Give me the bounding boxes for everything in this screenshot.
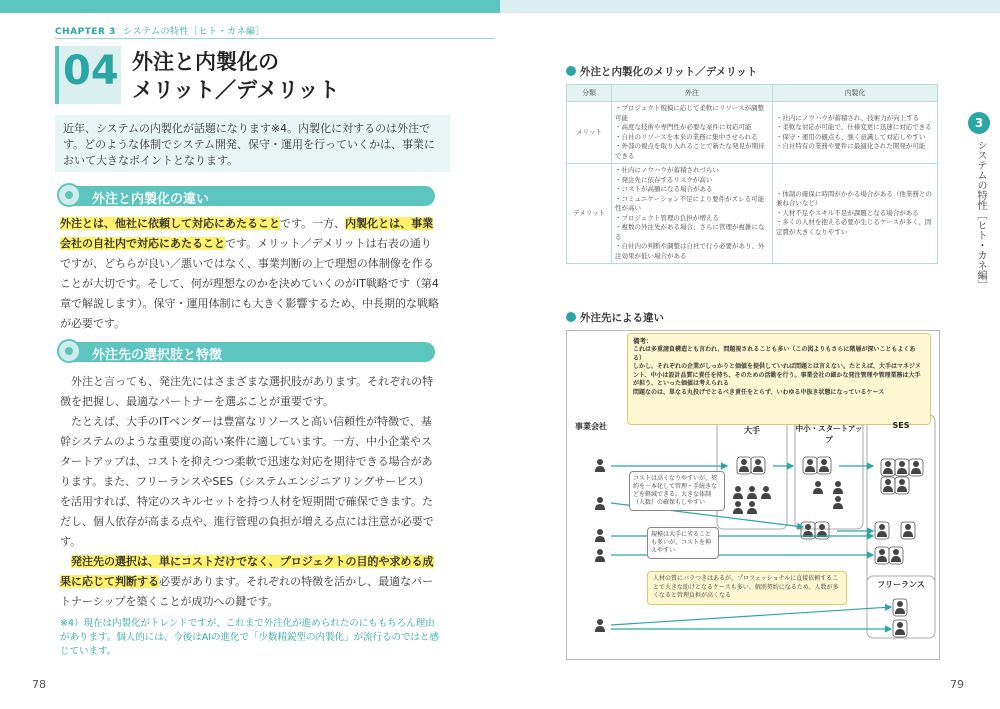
callout-large: コストは高くなりやすいが、契約を一本化して管理・手続きなどを軽減できる。大きな体制（人数）の確保もしやすい xyxy=(629,471,725,511)
person-icon xyxy=(901,522,915,539)
remark-note-title: 備考： xyxy=(633,337,653,345)
table-row-demerit xyxy=(567,164,938,264)
person-icon xyxy=(747,486,757,499)
person-icon xyxy=(909,459,923,476)
demerit-outsourcing-item: ・社内にノウハウが蓄積されづらい xyxy=(615,166,719,174)
merit-inhouse-item: ・自社特有の業務や要件に最適化された開発が可能 xyxy=(775,142,926,150)
callout-sme: 規模は大手に劣ることも多いが、コストを抑えやすい xyxy=(647,527,719,559)
chapter-label xyxy=(55,24,265,37)
footnote: ※4）現在は内製化がトレンドですが、これまで外注化が進められたのにももちろん理由があります。個人的には、今後はAIの進化で「少数精鋭型の内製化」が流行るのではと感じています。 xyxy=(60,618,440,657)
section-heading-2-text: 外注先の選択肢と特徴 xyxy=(92,348,223,363)
demerit-inhouse-item: ・体制の確保に時間がかかる場合がある（他業務との兼ね合いなど） xyxy=(775,189,932,208)
highlight-inhouse-definition: 内製化とは、事業会社の自社内で対応にあたること xyxy=(60,217,434,250)
person-icon xyxy=(733,486,743,499)
row-label-merit: メリット xyxy=(567,102,612,164)
section-number-box xyxy=(55,46,121,104)
section-heading-2 xyxy=(60,342,435,362)
person-icon xyxy=(895,459,909,476)
page-number-right: 79 xyxy=(950,678,964,691)
header-bar-right xyxy=(500,0,1000,13)
group-label-client: 事業会社 xyxy=(575,422,607,431)
table-heading-text: 外注と内製化のメリット／デメリット xyxy=(580,66,758,78)
section-1-text-a: です。一方、 xyxy=(280,217,346,230)
person-icon xyxy=(595,497,605,510)
person-icon xyxy=(889,547,903,564)
highlight-outsourcing-definition: 外注とは、他社に依頼して対応にあたること xyxy=(60,217,280,230)
demerit-inhouse-item: ・多くの人材を抱える必要が生じるケースが多く、固定費が大きくなりやすい xyxy=(775,218,932,236)
table-heading xyxy=(566,64,757,79)
person-icon xyxy=(595,619,605,632)
person-icon xyxy=(737,457,751,474)
chapter-number: CHAPTER 3 xyxy=(55,27,116,37)
table-header-category: 分類 xyxy=(567,85,612,102)
demerit-outsourcing-item: ・コストが高額になる場合がある xyxy=(615,185,713,193)
person-icon xyxy=(875,522,889,539)
person-icon xyxy=(813,481,823,494)
intro-box xyxy=(55,115,450,172)
section-1-body xyxy=(60,214,440,334)
merit-inhouse-item: ・柔軟な対応が可能で、仕様変更に迅速に対応できる xyxy=(775,123,932,131)
disc-icon xyxy=(57,183,81,207)
page-title xyxy=(132,48,339,104)
diagram-heading-text: 外注先による違い xyxy=(580,312,664,324)
page-number-left: 78 xyxy=(32,678,46,691)
callout-freelance: 人材の質にバラつきはあるが、プロフェッショナルに直接依頼することで大きな助けとなるケースも多い。個別契約になるため、人数が多くなると管理負担が高くなる xyxy=(647,571,847,605)
bullet-icon xyxy=(566,66,576,76)
person-icon xyxy=(595,549,605,562)
section-2-paragraph-1: 外注と言っても、発注先にはさまざまな選択肢があります。それぞれの特徴を把握し、最適なパートナーを選ぶことが重要です。 xyxy=(60,375,434,408)
intro-text: 近年、システムの内製化が話題になります※4。内製化に対するのは外注です。どのような体制でシステム開発、保守・運用を行っていくかは、事業において大きなポイントとなります。 xyxy=(63,122,436,167)
outsourcing-diagram xyxy=(566,330,940,660)
merit-outsourcing-item: ・高度な技術や専門性が必要な案件に対応可能 xyxy=(615,123,752,131)
arrow xyxy=(611,607,891,625)
table-header-outsourcing: 外注 xyxy=(612,85,773,102)
group-label-large: 大手 xyxy=(744,426,760,435)
bullet-icon xyxy=(566,312,576,322)
demerit-outsourcing-item: ・コミュニケーション不足により要件がズレる可能性が高い xyxy=(615,194,765,212)
chapter-subtitle: システムの特性［ヒト・カネ編］ xyxy=(123,27,266,37)
merit-outsourcing-item: ・プロジェクト規模に応じて柔軟にリソースが調整可能 xyxy=(615,104,765,122)
person-icon xyxy=(833,481,843,494)
table-row-merit xyxy=(567,102,938,164)
demerit-outsourcing-item: ・発注先に依存するリスクが高い xyxy=(615,175,713,184)
merit-outsourcing-item: ・外部の視点を取り入れることで新たな発見が期待できる xyxy=(615,142,765,160)
section-2-paragraph-3-text: 必要があります。それぞれの特徴を活かし、最適なパートナーシップを築くことが成功への鍵です。 xyxy=(60,575,434,608)
diagram-heading xyxy=(566,310,664,325)
table-header-row xyxy=(567,85,938,102)
group-label-sme: 中小・スタートアップ xyxy=(795,424,863,444)
section-heading-1-text: 外注と内製化の違い xyxy=(92,192,210,207)
group-label-ses: SES xyxy=(892,421,910,430)
table-header-inhouse: 内製化 xyxy=(772,85,937,102)
person-icon xyxy=(875,547,889,564)
section-2-paragraph-3 xyxy=(60,552,440,612)
person-icon xyxy=(747,501,757,514)
group-label-freelance: フリーランス xyxy=(877,580,925,589)
demerit-outsourcing-item: ・プロジェクト管理の負担が増える xyxy=(615,213,719,222)
person-icon xyxy=(595,459,605,472)
demerit-inhouse-item: ・人材不足やスキル不足が課題となる場合がある xyxy=(775,208,919,217)
disc-icon xyxy=(57,339,81,363)
person-icon xyxy=(895,477,909,494)
chapter-tab: 3 xyxy=(968,112,990,134)
merit-inhouse-item: ・保守・運用の観点も、強く意識して対応しやすい xyxy=(775,132,926,141)
section-heading-1 xyxy=(60,186,435,206)
person-icon xyxy=(761,486,771,499)
section-number: 04 xyxy=(63,48,119,94)
remark-note xyxy=(627,333,931,425)
person-icon xyxy=(833,496,843,509)
highlight-selection-criteria: 発注先の選択は、単にコストだけでなく、プロジェクトの目的や求める成果に応じて判断する xyxy=(60,555,434,588)
merit-outsourcing-cell xyxy=(612,102,773,164)
merit-inhouse-cell xyxy=(772,102,937,164)
merit-inhouse-item: ・社内にノウハウが蓄積され、技術力が向上する xyxy=(775,113,920,122)
merit-outsourcing-item: ・自社のリソースを本来の業務に集中させられる xyxy=(615,132,758,141)
person-icon xyxy=(803,457,817,474)
row-label-demerit: デメリット xyxy=(567,164,612,264)
chapter-divider xyxy=(55,38,495,39)
demerit-outsourcing-item: ・自社内の判断や調整は自社で行う必要があり、外注効果が低い場合がある xyxy=(615,242,765,260)
section-2-paragraph-2: たとえば、大手のITベンダーは豊富なリソースと高い信頼性が特徴で、基幹システムのような重要度の高い案件に適しています。一方、中小企業やスタートアップは、コストを抑えつつ柔軟で迅速な対応を期待できる場合があります。また、フリーランスやSES（システムエンジニアリングサービス）を活用すれば、特定のスキルセットを持つ人材を短期間で確保できます。ただし、個人依存が高まる点や、進行管理の負担が増える点には注意が必要です。 xyxy=(60,415,434,548)
title-line-2: メリット／デメリット xyxy=(132,78,340,102)
section-1-text-b: です。メリット／デメリットは右表の通りですが、どちらが良い／悪いではなく、事業判断の上で理想の体制像を作ることが大切です。そして、何が理想なのかを決めていくのがIT戦略です（第4章で解説します）。保守・運用体制にも大きく影響するため、中長期的な戦略が必要です。 xyxy=(60,237,440,330)
person-icon xyxy=(733,501,743,514)
person-icon xyxy=(817,457,831,474)
section-2-body xyxy=(60,372,440,612)
chapter-tab-text: システムの特性［ヒト・カネ編］ xyxy=(975,140,986,290)
group-box-ses xyxy=(867,415,935,595)
person-icon xyxy=(751,457,765,474)
person-icon xyxy=(881,459,895,476)
header-bar-left xyxy=(0,0,500,13)
person-icon xyxy=(881,477,895,494)
demerit-inhouse-cell xyxy=(772,164,937,264)
title-line-1: 外注と内製化の xyxy=(132,50,279,74)
comparison-table xyxy=(566,84,938,264)
demerit-outsourcing-cell xyxy=(612,164,773,264)
person-icon xyxy=(595,529,605,542)
remark-note-body: これは多重請負構造とも言われ、問題視されることも多い（この図よりもさらに階層が深いこともよくある） しかし、それぞれの企業がしっかりと価値を提供していれば問題とは言えない。たとえば、大手はマネジメント、中小は設計品質に責任を持ち、そのための活動を行う。事業会社の細かな発注管理や管理業務は大手が担う、といった価値は考えられる 問題なのは、単なる丸投げでとるべき責任をとらず、いわゆる中抜き状態になっているケース xyxy=(633,346,921,396)
demerit-outsourcing-item: ・複数の外注先がある場合、さらに管理が複雑になる xyxy=(615,223,765,241)
